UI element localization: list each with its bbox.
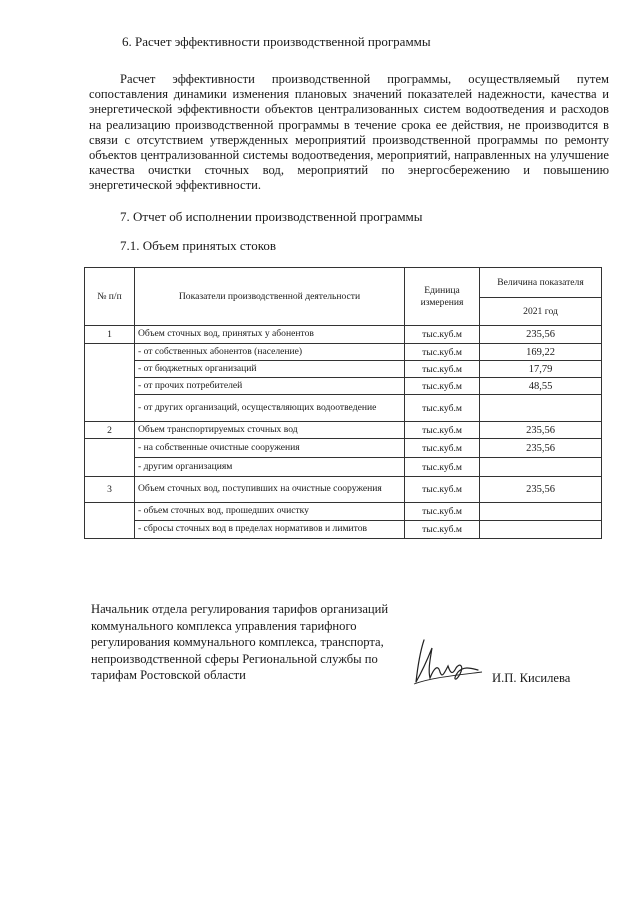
handwritten-signature — [410, 628, 488, 690]
signature-stroke — [416, 640, 478, 682]
table-row — [85, 521, 602, 539]
signatory-name: И.П. Кисилева — [492, 671, 571, 685]
header-unit: Единица измерения — [405, 268, 480, 326]
wastewater-table — [84, 267, 602, 539]
row-value — [480, 458, 602, 477]
row-label: - от собственных абонентов (население) — [135, 344, 405, 361]
row-num — [85, 439, 135, 477]
row-unit: тыс.куб.м — [405, 477, 480, 503]
row-label: - объем сточных вод, прошедших очистку — [135, 503, 405, 521]
row-value: 17,79 — [480, 361, 602, 378]
row-num: 1 — [85, 326, 135, 344]
signatory-position: Начальник отдела регулирования тарифов организаций коммунального комплекса управления тарифного регулирования коммунального комплекса, транспорта, непроизводственной сферы Региональной службы по тарифам Ростовской области — [91, 602, 389, 682]
section7-heading: 7. Отчет об исполнении производственной программы — [120, 209, 423, 224]
header-year: 2021 год — [480, 298, 602, 326]
row-label: - от бюджетных организаций — [135, 361, 405, 378]
row-unit: тыс.куб.м — [405, 361, 480, 378]
section6-heading: 6. Расчет эффективности производственной программы — [122, 34, 431, 49]
row-label: Объем транспортируемых сточных вод — [135, 422, 405, 439]
header-indicator: Показатели производственной деятельности — [135, 268, 405, 326]
row-label: - сбросы сточных вод в пределах нормативов и лимитов — [135, 521, 405, 539]
row-num — [85, 344, 135, 422]
row-value — [480, 521, 602, 539]
row-unit: тыс.куб.м — [405, 521, 480, 539]
row-value: 235,56 — [480, 326, 602, 344]
table-row — [85, 422, 602, 439]
row-num: 3 — [85, 477, 135, 503]
table-row — [85, 344, 602, 361]
table-row — [85, 361, 602, 378]
row-value — [480, 503, 602, 521]
section71-heading: 7.1. Объем принятых стоков — [120, 238, 276, 253]
table-row — [85, 378, 602, 395]
row-unit: тыс.куб.м — [405, 326, 480, 344]
row-value: 235,56 — [480, 477, 602, 503]
row-unit: тыс.куб.м — [405, 458, 480, 477]
row-num: 2 — [85, 422, 135, 439]
row-unit: тыс.куб.м — [405, 503, 480, 521]
section6-paragraph: Расчет эффективности производственной программы, осуществляемый путем сопоставления динамики изменения плановых значений показателей надежности, качества и энергетической эффективности объектов централизованных систем водоотведения и расходов на реализацию производственной программы в течение срока ее действия, не производится в связи с отсутствием утвержденных мероприятий производственной программы по ремонту объектов централизованной системы водоотведения, мероприятий, направленных на улучшение качества очистки сточных вод, мероприятий по энергосбережению и повышению энергетической эффективности. — [89, 72, 609, 193]
row-value: 235,56 — [480, 422, 602, 439]
row-label: Объем сточных вод, принятых у абонентов — [135, 326, 405, 344]
row-value — [480, 395, 602, 422]
header-value: Величина показателя — [480, 268, 602, 298]
row-unit: тыс.куб.м — [405, 378, 480, 395]
row-value: 235,56 — [480, 439, 602, 458]
row-label: - от других организаций, осуществляющих водоотведение — [135, 395, 405, 422]
row-unit: тыс.куб.м — [405, 344, 480, 361]
table-row — [85, 458, 602, 477]
table-row — [85, 503, 602, 521]
row-value: 48,55 — [480, 378, 602, 395]
row-unit: тыс.куб.м — [405, 422, 480, 439]
row-num — [85, 503, 135, 539]
row-value: 169,22 — [480, 344, 602, 361]
row-unit: тыс.куб.м — [405, 439, 480, 458]
row-label: - от прочих потребителей — [135, 378, 405, 395]
table-row — [85, 477, 602, 503]
row-unit: тыс.куб.м — [405, 395, 480, 422]
row-label: - на собственные очистные сооружения — [135, 439, 405, 458]
table-row — [85, 395, 602, 422]
table-row — [85, 326, 602, 344]
header-num: № п/п — [85, 268, 135, 326]
row-label: Объем сточных вод, поступивших на очистные сооружения — [135, 477, 405, 503]
table-row — [85, 439, 602, 458]
row-label: - другим организациям — [135, 458, 405, 477]
signature-underline — [414, 672, 482, 684]
